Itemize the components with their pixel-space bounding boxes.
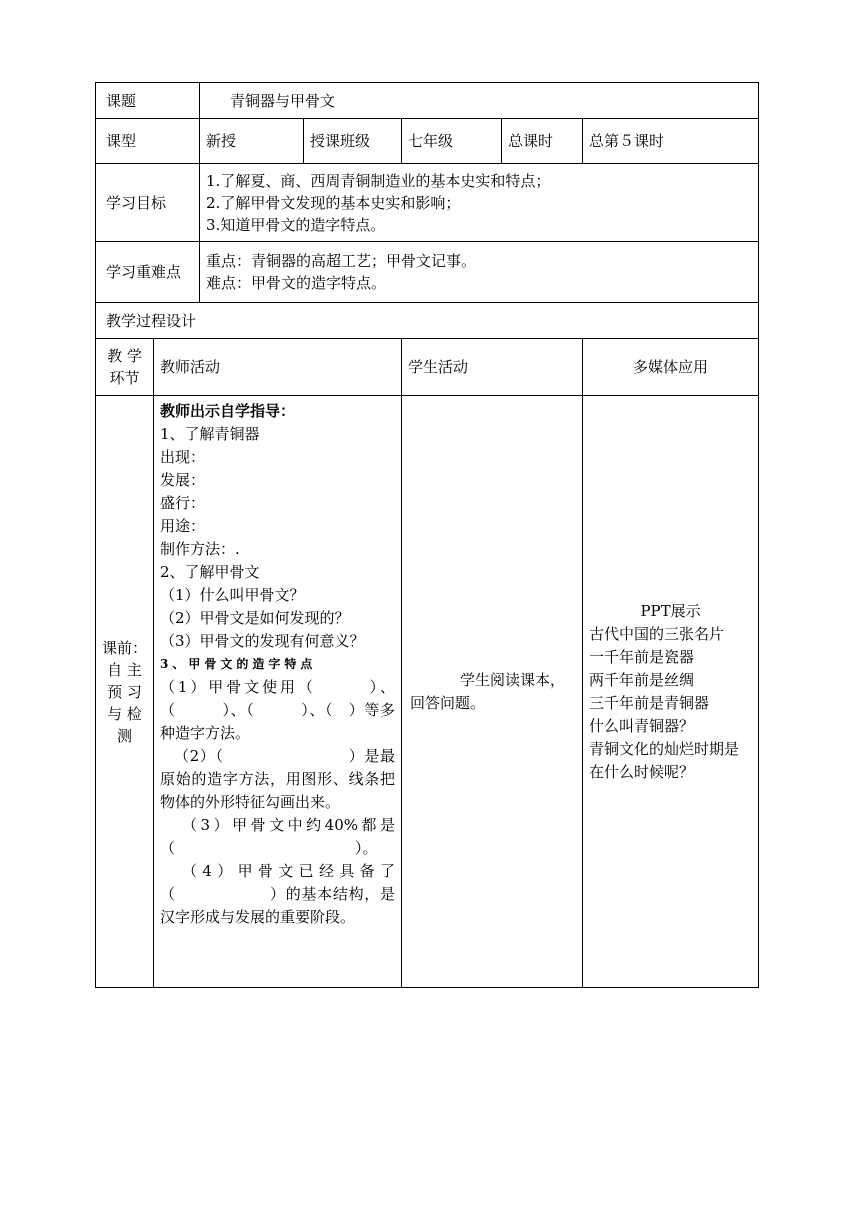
stage-line: 课前： (102, 638, 148, 657)
guide-line: 盛行： (160, 494, 206, 512)
objective-item: 3.知道甲骨文的造字特点。 (206, 215, 386, 234)
stage-line: 测 (116, 726, 132, 745)
topic-label: 课题 (96, 83, 200, 119)
guide-line: 制作方法：. (160, 540, 240, 558)
objectives-list (200, 164, 759, 242)
media-cell (583, 396, 759, 988)
guide-line: 出现： (160, 448, 206, 466)
stage-cell (96, 396, 154, 988)
teacher-activity-cell (154, 396, 402, 988)
stage-header-line: 教 学 (107, 347, 142, 365)
hours-value: 总第５课时 (583, 119, 759, 164)
student-column-header: 学生活动 (402, 339, 583, 396)
stage-header-line: 环节 (109, 369, 140, 387)
class-label: 授课班级 (304, 119, 402, 164)
question-4: （4）甲骨文已经具备了（ ）的基本结构，是汉字形成与发展的重要阶段。 (160, 862, 396, 926)
process-content-row (96, 396, 759, 988)
process-title: 教学过程设计 (96, 303, 759, 339)
guide-line: （2）甲骨文是如何发现的？ (160, 609, 350, 627)
objectives-label: 学习目标 (96, 164, 200, 242)
topic-value: 青铜器与甲骨文 (200, 83, 759, 119)
type-row (96, 119, 759, 164)
guide-line: （3）甲骨文的发现有何意义？ (160, 632, 365, 650)
lesson-plan-table (95, 82, 759, 988)
question-3: （3）甲骨文中约40%都是（ ）。 (160, 816, 396, 857)
media-line: 古代中国的三张名片 (589, 624, 725, 643)
class-value: 七年级 (402, 119, 502, 164)
objectives-row (96, 164, 759, 242)
type-value: 新授 (200, 119, 304, 164)
objective-item: 2.了解甲骨文发现的基本史实和影响； (206, 193, 461, 212)
media-line: 三千年前是青铜器 (589, 693, 710, 712)
guide-heading: 教师出示自学指导： (160, 402, 296, 420)
media-line: 两千年前是丝绸 (589, 670, 695, 689)
topic-row (96, 83, 759, 119)
ppt-title: PPT展示 (640, 601, 701, 620)
process-title-row (96, 303, 759, 339)
keypoint-item: 重点：青铜器的高超工艺；甲骨文记事。 (206, 252, 477, 270)
question-1: （1）甲骨文使用（ ）、（ ）、（ ）、（ ）等多种造字方法。 (160, 678, 396, 742)
media-line: 什么叫青铜器？ (589, 716, 695, 735)
stage-line: 预 习 (107, 682, 142, 701)
guide-line: 2、了解甲骨文 (160, 563, 260, 581)
hours-label: 总课时 (502, 119, 583, 164)
objective-item: 1.了解夏、商、西周青铜制造业的基本史实和特点； (206, 171, 551, 190)
media-line: 青铜文化的灿烂时期是在什么时候呢？ (589, 739, 740, 781)
process-header-row (96, 339, 759, 396)
keypoints-list (200, 242, 759, 303)
student-activity-cell (402, 396, 583, 988)
guide-line: （1）什么叫甲骨文？ (160, 586, 305, 604)
stage-line: 自 主 (107, 660, 142, 679)
keypoint-item: 难点：甲骨文的造字特点。 (206, 274, 387, 292)
teacher-column-header: 教师活动 (154, 339, 402, 396)
media-column-header: 多媒体应用 (583, 339, 759, 396)
keypoints-label: 学习重难点 (96, 242, 200, 303)
media-line: 一千年前是瓷器 (589, 647, 695, 666)
question-2: （2）（ ）是最原始的造字方法，用图形、线条把物体的外形特征勾画出来。 (160, 747, 396, 811)
type-label: 课型 (96, 119, 200, 164)
student-activity-text: 学生阅读课本，回答问题。 (410, 670, 566, 712)
guide-line: 用途： (160, 517, 206, 535)
guide-line: 1、了解青铜器 (160, 425, 260, 443)
section-3-heading: 3、甲骨文的造字特点 (160, 657, 317, 671)
stage-column-header (96, 339, 154, 396)
keypoints-row (96, 242, 759, 303)
guide-line: 发展： (160, 471, 206, 489)
stage-line: 与 检 (107, 704, 142, 723)
